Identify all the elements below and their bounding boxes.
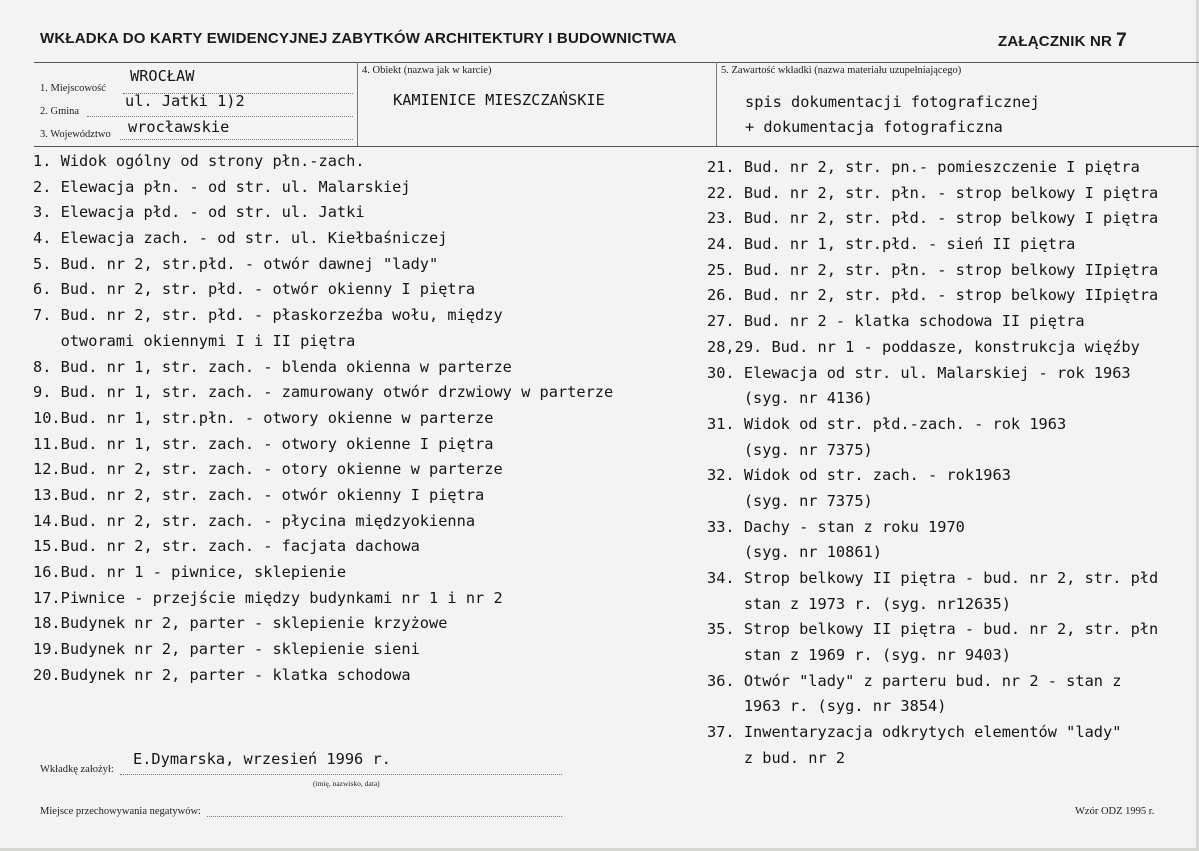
list-item: 32. Widok od str. zach. - rok1963 [707, 466, 1011, 485]
list-item: 14.Bud. nr 2, str. zach. - płycina międzyokienna [33, 511, 476, 530]
list-item: 21. Bud. nr 2, str. pn.- pomieszczenie I piętra [707, 158, 1140, 176]
contents-line-1: spis dokumentacji fotograficznej [745, 93, 1040, 111]
founder-value: E.Dymarska, wrzesień 1996 r. [133, 750, 391, 768]
list-item: 11.Bud. nr 1, str. zach. - otwory okienne I piętra [33, 434, 494, 453]
voivodeship-label: 3. Województwo [40, 129, 111, 140]
field-box-bottom-rule [34, 146, 1199, 147]
list-item: 24. Bud. nr 1, str.płd. - sień II piętra [707, 235, 1076, 254]
list-item: 27. Bud. nr 2 - klatka schodowa II piętra [707, 312, 1085, 331]
list-item: 35. Strop belkowy II piętra - bud. nr 2, str. płn [707, 620, 1159, 639]
list-item: z bud. nr 2 [707, 748, 846, 767]
field-divider-1 [357, 62, 358, 146]
list-item: 33. Dachy - stan z roku 1970 [707, 517, 965, 536]
form-code: Wzór ODZ 1995 r. [1075, 806, 1155, 817]
list-item: (syg. nr 4136) [707, 389, 873, 408]
storage-line [207, 816, 562, 817]
list-item: 1. Widok ogólny od strony płn.-zach. [33, 152, 365, 170]
list-item: 4. Elewacja zach. - od str. ul. Kiełbaśniczej [33, 229, 448, 248]
founder-line [120, 774, 562, 775]
list-item: 12.Bud. nr 2, str. zach. - otory okienne w parterze [33, 460, 503, 479]
list-item: 6. Bud. nr 2, str. płd. - otwór okienny I piętra [33, 280, 476, 299]
list-item: 26. Bud. nr 2, str. płd. - strop belkowy IIpiętra [707, 286, 1159, 305]
list-item: 34. Strop belkowy II piętra - bud. nr 2, str. płd [707, 569, 1159, 587]
locality-value: WROCŁAW [130, 67, 195, 85]
list-item: stan z 1973 r. (syg. nr12635) [707, 594, 1011, 613]
object-value: KAMIENICE MIESZCZAŃSKIE [393, 91, 605, 109]
list-item: 25. Bud. nr 2, str. płn. - strop belkowy IIpiętra [707, 260, 1159, 279]
object-label: 4. Obiekt (nazwa jak w karcie) [362, 65, 492, 76]
list-item: 9. Bud. nr 1, str. zach. - zamurowany otwór drzwiowy w parterze [33, 383, 614, 402]
list-item: 17.Piwnice - przejście między budynkami nr 1 i nr 2 [33, 588, 503, 607]
list-item: 20.Budynek nr 2, parter - klatka schodowa [33, 665, 411, 684]
list-item: 1963 r. (syg. nr 3854) [707, 697, 947, 716]
photo-list-left [33, 149, 613, 688]
list-item: 37. Inwentaryzacja odkrytych elementów "lady" [707, 723, 1122, 742]
list-item: 18.Budynek nr 2, parter - sklepienie krzyżowe [33, 614, 448, 633]
list-item: otworami okiennymi I i II piętra [33, 331, 356, 350]
attachment-label: ZAŁĄCZNIK NR [998, 33, 1113, 50]
locality-label: 1. Miejscowość [40, 83, 106, 94]
list-item: 36. Otwór "lady" z parteru bud. nr 2 - stan z [707, 671, 1122, 690]
attachment-value: 7 [1116, 30, 1127, 51]
field-box-top-rule [34, 62, 1199, 63]
contents-line-2: + dokumentacja fotograficzna [745, 118, 1003, 136]
list-item: (syg. nr 10861) [707, 543, 882, 562]
founder-label: Wkładkę założył: [40, 764, 114, 775]
storage-label: Miejsce przechowywania negatywów: [40, 806, 201, 817]
list-item: 3. Elewacja płd. - od str. ul. Jatki [33, 203, 365, 222]
list-item: (syg. nr 7375) [707, 491, 873, 510]
commune-line [87, 116, 353, 117]
contents-label: 5. Zawartość wkładki (nazwa materiału uzupełniającego) [721, 65, 962, 76]
list-item: 23. Bud. nr 2, str. płd. - strop belkowy I piętra [707, 209, 1159, 228]
list-item: 28,29. Bud. nr 1 - poddasze, konstrukcja więźby [707, 337, 1140, 356]
list-item: 10.Bud. nr 1, str.płn. - otwory okienne w parterze [33, 408, 494, 427]
list-item: 19.Budynek nr 2, parter - sklepienie sieni [33, 640, 420, 659]
list-item: 30. Elewacja od str. ul. Malarskiej - rok 1963 [707, 363, 1131, 382]
commune-value: ul. Jatki 1)2 [125, 92, 245, 110]
list-item: 16.Bud. nr 1 - piwnice, sklepienie [33, 563, 347, 581]
attachment-number [998, 30, 1127, 52]
list-item: 15.Bud. nr 2, str. zach. - facjata dachowa [33, 537, 420, 556]
list-item: 7. Bud. nr 2, str. płd. - płaskorzeźba wołu, między [33, 306, 503, 325]
list-item: 8. Bud. nr 1, str. zach. - blenda okienna w parterze [33, 357, 512, 376]
voivodeship-line [120, 139, 353, 140]
list-item: (syg. nr 7375) [707, 440, 873, 459]
voivodeship-value: wrocławskie [128, 118, 230, 136]
list-item: 2. Elewacja płn. - od str. ul. Malarskiej [33, 177, 411, 196]
list-item: 13.Bud. nr 2, str. zach. - otwór okienny I piętra [33, 485, 485, 504]
field-divider-2 [716, 62, 717, 146]
commune-label: 2. Gmina [40, 106, 80, 117]
photo-list-right [707, 155, 1158, 772]
list-item: 5. Bud. nr 2, str.płd. - otwór dawnej "lady" [33, 254, 439, 273]
list-item: 22. Bud. nr 2, str. płn. - strop belkowy I piętra [707, 183, 1159, 202]
list-item: 31. Widok od str. płd.-zach. - rok 1963 [707, 414, 1067, 433]
founder-caption: (imię, nazwisko, data) [313, 779, 380, 788]
card-title: WKŁADKA DO KARTY EWIDENCYJNEJ ZABYTKÓW ARCHITEKTURY I BUDOWNICTWA [40, 30, 677, 47]
list-item: stan z 1969 r. (syg. nr 9403) [707, 646, 1011, 665]
